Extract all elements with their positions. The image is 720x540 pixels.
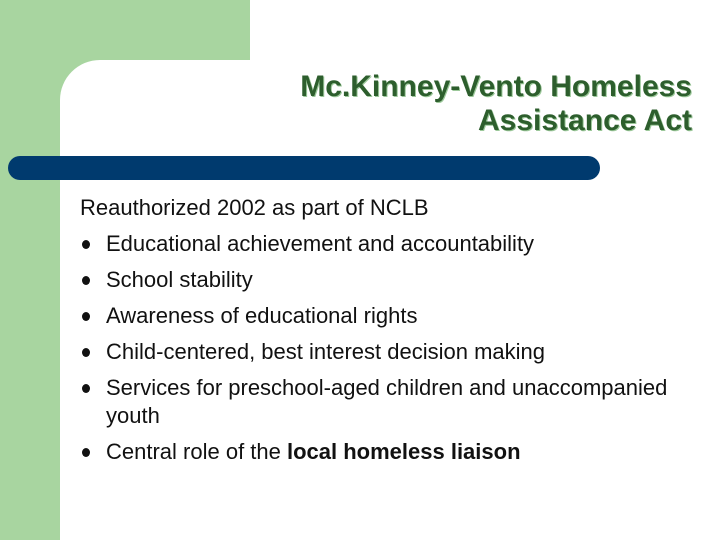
bullet-text-prefix: Central role of the	[106, 439, 287, 464]
list-item	[80, 226, 700, 262]
bullet-text: Services for preschool-aged children and unaccompanied youth	[106, 375, 668, 428]
title-line-1: Mc.Kinney-Vento Homeless	[300, 70, 692, 103]
title-divider-bar	[8, 156, 600, 180]
bullet-text-bold: local homeless liaison	[286, 439, 521, 464]
list-item	[80, 298, 700, 334]
slide-title	[172, 70, 692, 138]
list-item	[80, 434, 700, 470]
bullet-dot-icon	[82, 312, 90, 321]
list-item	[80, 370, 700, 434]
slide-body	[80, 190, 700, 470]
bullet-list	[80, 226, 700, 470]
list-item	[80, 334, 700, 370]
bullet-dot-icon	[82, 448, 90, 457]
bullet-text: Awareness of educational rights	[106, 303, 418, 328]
bullet-text: Educational achievement and accountability	[106, 231, 535, 256]
bullet-dot-icon	[82, 348, 90, 357]
bullet-text: Child-centered, best interest decision making	[106, 339, 546, 364]
lead-text: Reauthorized 2002 as part of NCLB	[80, 195, 429, 220]
bullet-dot-icon	[82, 240, 90, 249]
list-item	[80, 262, 700, 298]
bullet-dot-icon	[82, 384, 90, 393]
bullet-text: School stability	[106, 267, 253, 292]
title-line-2: Assistance Act	[478, 104, 692, 137]
bullet-dot-icon	[82, 276, 90, 285]
